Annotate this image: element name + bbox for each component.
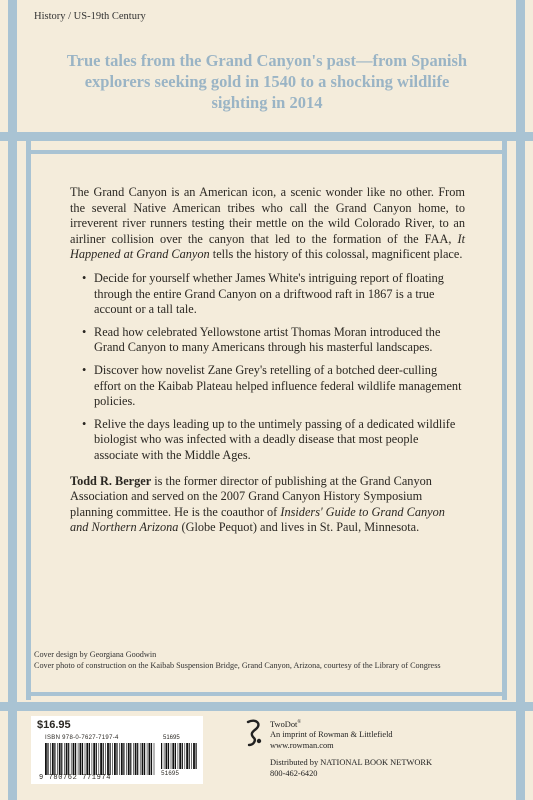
barcode-bar [191, 743, 192, 769]
barcode-bar [52, 743, 54, 775]
barcode-bar [149, 743, 151, 775]
twodot-logo-icon [244, 718, 264, 748]
barcode-bar [123, 743, 124, 775]
list-item: • Read how celebrated Yellowstone artist Thomas Moran introduced the Grand Canyon to many Americans through his masterful landscapes. [82, 325, 465, 356]
barcode-bar [61, 743, 62, 775]
barcode-bar [164, 743, 165, 769]
barcode-bar [126, 743, 127, 775]
barcode-bar [105, 743, 106, 775]
barcode-bar [135, 743, 137, 775]
barcode-bar [193, 743, 195, 769]
category-label: History / US-19th Century [34, 11, 146, 22]
barcode-bar [137, 743, 138, 775]
intro-text-after: tells the history of this colossal, magnificent place. [209, 247, 463, 262]
barcode-bar [78, 743, 79, 775]
barcode-bar [66, 743, 68, 775]
barcode-addon-digits: 51695 [161, 770, 180, 777]
barcode-box [31, 716, 203, 784]
barcode-bar [54, 743, 55, 775]
barcode-bar [175, 743, 176, 769]
barcode-bar [161, 743, 162, 769]
barcode-bar [144, 743, 145, 775]
frame-stripe-right-outer [516, 0, 525, 800]
barcode-bar [151, 743, 152, 775]
price-label: $16.95 [37, 719, 71, 731]
barcode-bar [96, 743, 97, 775]
barcode-bar [154, 743, 155, 775]
publisher-url[interactable]: www.rowman.com [270, 740, 334, 750]
barcode-bar [107, 743, 109, 775]
barcode-bar [85, 743, 86, 775]
barcode-bar [75, 743, 76, 775]
price-code-label: 51695 [163, 735, 180, 741]
cover-photo-credit: Cover photo of construction on the Kaibab Suspension Bridge, Grand Canyon, Arizona, courtesy of the Library of Congress [34, 660, 441, 670]
barcode-bar [147, 743, 148, 775]
frame-stripe-top-outer [0, 132, 533, 141]
barcode-bar [100, 743, 102, 775]
barcode-bar [71, 743, 72, 775]
barcode-bars [45, 743, 155, 775]
barcode-bar [59, 743, 61, 775]
description-block [70, 185, 465, 536]
barcode-bar [73, 743, 75, 775]
barcode-bar [47, 743, 48, 775]
author-book-title: Insiders' Guide to Grand Canyon and Northern Arizona [70, 504, 445, 535]
barcode-bar [168, 743, 169, 769]
barcode-bar [128, 743, 130, 775]
barcode-bar [93, 743, 95, 775]
barcode-bar [114, 743, 116, 775]
barcode-bar [112, 743, 113, 775]
barcode-bar [185, 743, 186, 769]
barcode-bar [92, 743, 93, 775]
barcode-bar [142, 743, 144, 775]
isbn-label: ISBN 978-0-7627-7197-4 [45, 735, 119, 741]
barcode-bar [172, 743, 174, 769]
barcode-bar [99, 743, 100, 775]
frame-stripe-left-outer [8, 0, 17, 800]
barcode-bar [133, 743, 134, 775]
barcode-bar [89, 743, 90, 775]
cover-credits [34, 650, 504, 671]
registered-mark: ® [297, 720, 302, 725]
author-name: Todd R. Berger [70, 473, 152, 488]
author-bio-text-2: (Globe Pequot) and lives in St. Paul, Minnesota. [178, 520, 420, 535]
frame-stripe-left-inner [26, 140, 31, 700]
barcode-bar [182, 743, 183, 769]
frame-stripe-bottom-outer [0, 702, 533, 711]
barcode-bar [86, 743, 88, 775]
barcode-bar [196, 743, 197, 769]
publisher-name: TwoDot [270, 719, 298, 729]
tagline: True tales from the Grand Canyon's past—from Spanish explorers seeking gold in 1540 to a shocking wildlife sighting in 2014 [66, 51, 468, 112]
barcode-bar [116, 743, 117, 775]
highlights-list [70, 271, 465, 464]
intro-paragraph [70, 185, 465, 263]
barcode-bar [45, 743, 47, 775]
barcode-bar [178, 743, 179, 769]
barcode-bar [82, 743, 83, 775]
barcode-bar [119, 743, 120, 775]
author-bio-text-1: is the former director of publishing at the Grand Canyon Association and served on the 2007 Grand Canyon History Symposium planning committee. He is the coauthor of [70, 473, 432, 519]
barcode-bar [166, 743, 168, 769]
barcode-addon-bars [161, 743, 197, 769]
barcode-bar [57, 743, 58, 775]
barcode-bar [171, 743, 172, 769]
barcode-bar [179, 743, 181, 769]
publisher-imprint: An imprint of Rowman & Littlefield [270, 730, 393, 740]
publisher-info [270, 718, 510, 751]
distributor-line: Distributed by NATIONAL BOOK NETWORK [270, 758, 433, 767]
barcode-bar [130, 743, 131, 775]
intro-book-title: It Happened at Grand Canyon [70, 231, 465, 262]
barcode-bar [68, 743, 69, 775]
barcode-bar [80, 743, 82, 775]
intro-text-before: The Grand Canyon is an American icon, a scenic wonder like no other. From the several Native American tribes who call the Grand Canyon home, to irreverent river runners testing their mettle on the wild Colorado River, to an airliner collision over the canyon that led to the formation of the FAA, [70, 185, 465, 246]
author-bio [70, 474, 465, 536]
distributor-info [270, 758, 510, 779]
barcode-bar [50, 743, 51, 775]
frame-stripe-right-inner [502, 140, 507, 700]
barcode-bar [121, 743, 123, 775]
barcode-bar [110, 743, 111, 775]
list-item: • Decide for yourself whether James White's intriguing report of floating through the entire Grand Canyon on a driftwood raft in 1867 is a true account or a tall tale. [82, 271, 465, 318]
barcode-bar [103, 743, 104, 775]
barcode-bar [186, 743, 188, 769]
list-item: • Discover how novelist Zane Grey's retelling of a botched deer-culling effort on the Kaibab Plateau helped influence federal wildlife management policies. [82, 363, 465, 410]
distributor-phone: 800-462-6420 [270, 768, 318, 778]
frame-stripe-bottom-inner [26, 692, 507, 696]
frame-stripe-top-inner [26, 150, 507, 154]
barcode-bar [64, 743, 65, 775]
list-item: • Relive the days leading up to the untimely passing of a dedicated wildlife biologist who was infected with a deadly disease that most people associate with the Middle Ages. [82, 417, 465, 464]
barcode-bar [140, 743, 141, 775]
barcode-digits: 9 780762 771974 [39, 774, 112, 782]
barcode-bar [189, 743, 190, 769]
cover-design-credit: Cover design by Georgiana Goodwin [34, 650, 157, 659]
